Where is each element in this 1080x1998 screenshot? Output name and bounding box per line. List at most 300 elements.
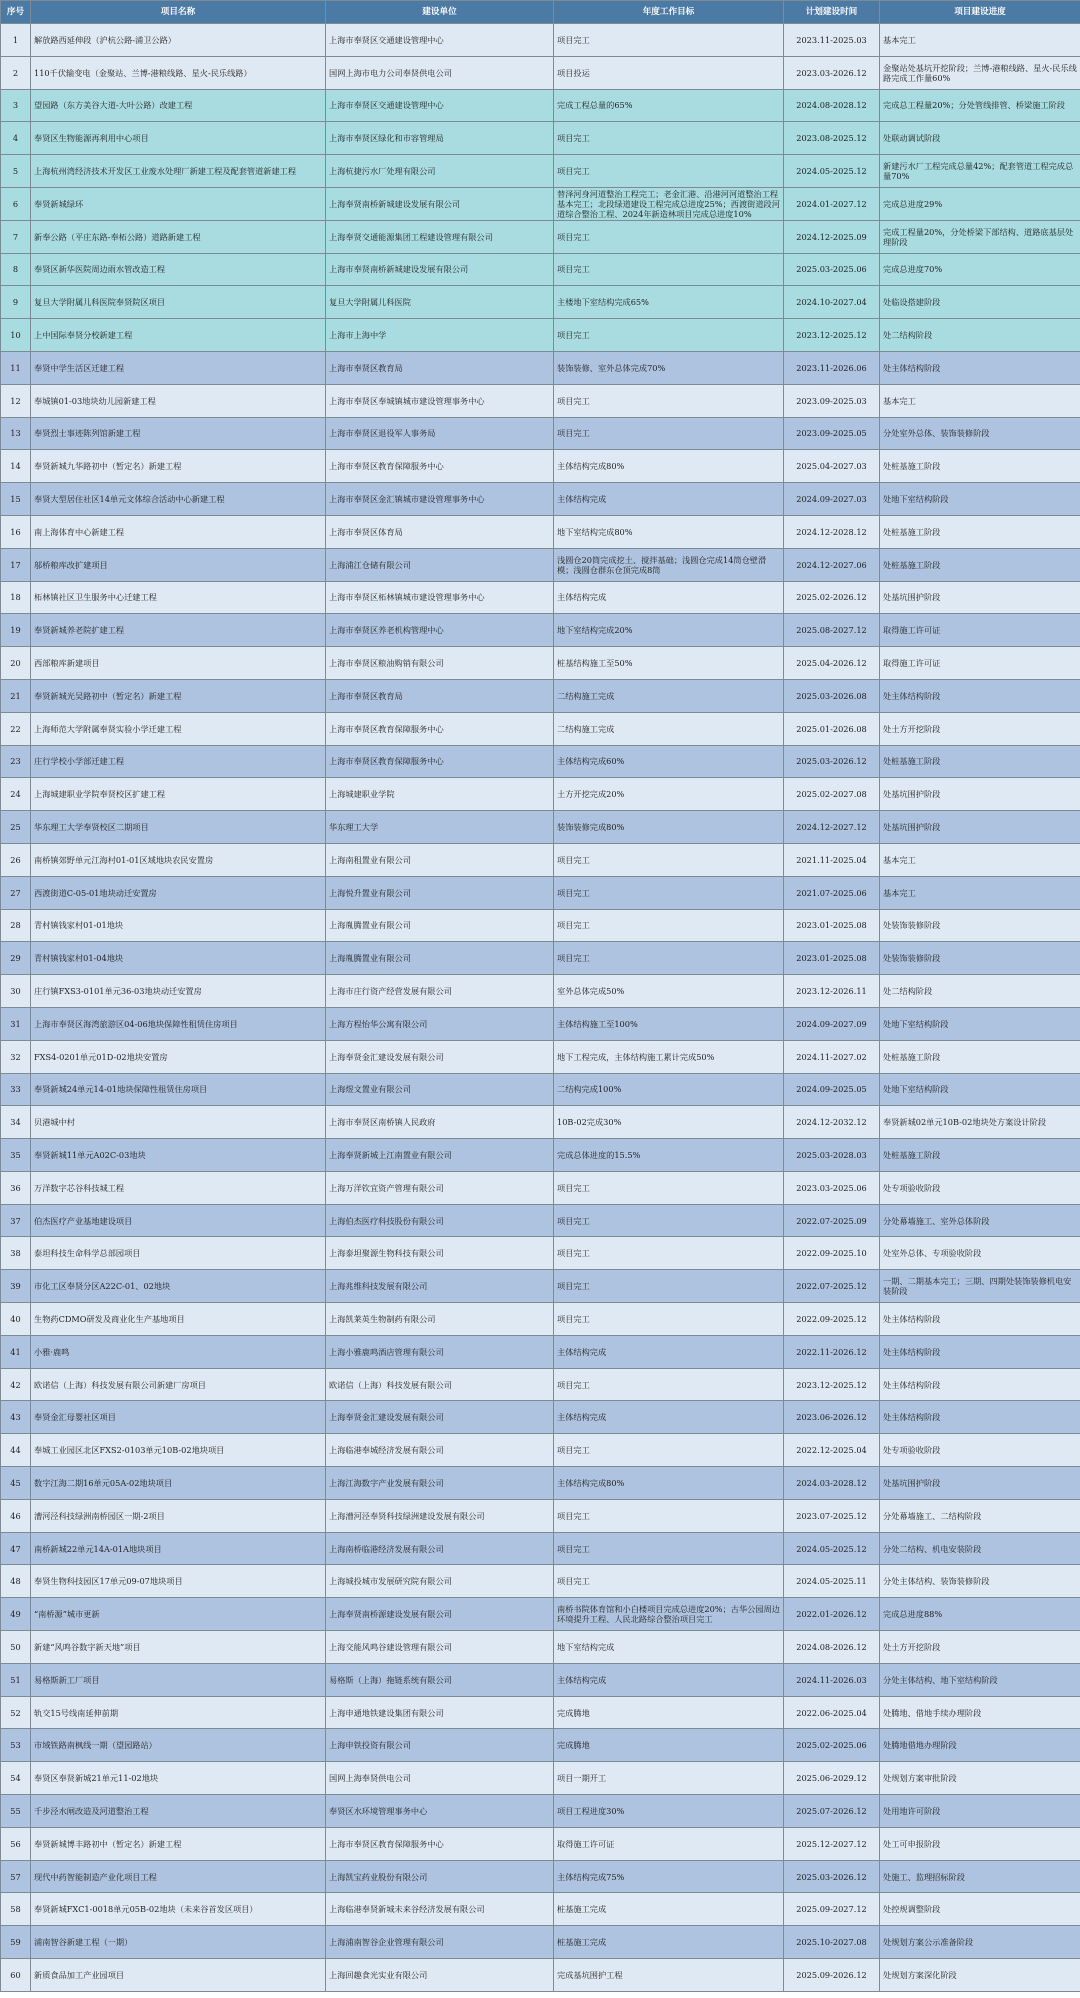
row-annual-goal: 完成腾地 [554, 1729, 784, 1762]
row-progress: 取得施工许可证 [880, 647, 1080, 680]
row-project-name: 千步泾水闸改造及河道整治工程 [31, 1795, 326, 1828]
row-construction-unit: 奉贤区水环境管理事务中心 [326, 1795, 554, 1828]
row-construction-unit: 上海泰坦聚源生物科技有限公司 [326, 1237, 554, 1270]
row-project-name: 市化工区奉贤分区A22C-01、02地块 [31, 1270, 326, 1303]
row-construction-unit: 国网上海市电力公司奉贤供电公司 [326, 56, 554, 89]
row-annual-goal: 完成基坑围护工程 [554, 1959, 784, 1992]
row-progress: 处地下室结构阶段 [880, 483, 1080, 516]
row-progress: 处用地许可阶段 [880, 1795, 1080, 1828]
table-row [1, 1696, 1080, 1729]
row-construction-unit: 上海胤腾置业有限公司 [326, 909, 554, 942]
row-annual-goal: 桩基施工完成 [554, 1893, 784, 1926]
row-index: 5 [1, 155, 31, 188]
row-index: 11 [1, 351, 31, 384]
row-index: 17 [1, 548, 31, 581]
row-planned-time: 2024.05-2025.12 [784, 155, 880, 188]
row-index: 22 [1, 712, 31, 745]
header-planned-time: 计划建设时间 [784, 1, 880, 24]
row-project-name: 奉贤新城绿环 [31, 187, 326, 220]
row-index: 16 [1, 515, 31, 548]
row-index: 52 [1, 1696, 31, 1729]
row-index: 27 [1, 876, 31, 909]
row-project-name: 易格斯新工厂项目 [31, 1663, 326, 1696]
row-annual-goal: 二结构完成100% [554, 1073, 784, 1106]
row-annual-goal: 项目完工 [554, 24, 784, 57]
row-progress: 处基坑围护阶段 [880, 778, 1080, 811]
row-project-name: 110千伏输变电（金聚站、兰博-港粮线路、星火-民乐线路） [31, 56, 326, 89]
row-annual-goal: 主体结构完成 [554, 1335, 784, 1368]
row-planned-time: 2025.12-2027.12 [784, 1827, 880, 1860]
row-index: 42 [1, 1368, 31, 1401]
row-construction-unit: 上海城投城市发展研究院有限公司 [326, 1565, 554, 1598]
row-annual-goal: 地下室结构完成 [554, 1631, 784, 1664]
row-index: 37 [1, 1204, 31, 1237]
row-project-name: 漕河泾科技绿洲南桥园区一期-2项目 [31, 1499, 326, 1532]
row-project-name: 奉贤新城养老院扩建工程 [31, 614, 326, 647]
row-construction-unit: 易格斯（上海）拖链系统有限公司 [326, 1663, 554, 1696]
row-construction-unit: 上海南租置业有限公司 [326, 843, 554, 876]
row-construction-unit: 上海市奉贤区金汇镇城市建设管理事务中心 [326, 483, 554, 516]
row-planned-time: 2022.09-2025.10 [784, 1237, 880, 1270]
row-project-name: 南桥镇郊野单元江海村01-01区域地块农民安置房 [31, 843, 326, 876]
row-annual-goal: 地下工程完成，主体结构施工累计完成50% [554, 1040, 784, 1073]
header-construction-unit: 建设单位 [326, 1, 554, 24]
table-row [1, 679, 1080, 712]
row-progress: 处主体结构阶段 [880, 1303, 1080, 1336]
row-planned-time: 2025.03-2026.08 [784, 679, 880, 712]
row-progress: 处主体结构阶段 [880, 1335, 1080, 1368]
row-construction-unit: 上海伯杰医疗科技股份有限公司 [326, 1204, 554, 1237]
row-progress: 分处主体结构、装饰装修阶段 [880, 1565, 1080, 1598]
row-progress: 处室外总体、专项验收阶段 [880, 1237, 1080, 1270]
row-project-name: 华东理工大学奉贤校区二期项目 [31, 811, 326, 844]
row-annual-goal: 地下室结构完成80% [554, 515, 784, 548]
row-annual-goal: 取得施工许可证 [554, 1827, 784, 1860]
table-row [1, 1467, 1080, 1500]
row-annual-goal: 项目完工 [554, 942, 784, 975]
row-planned-time: 2025.02-2027.08 [784, 778, 880, 811]
row-progress: 处腾地借地办理阶段 [880, 1729, 1080, 1762]
row-progress: 奉贤新城02单元10B-02地块处方案设计阶段 [880, 1106, 1080, 1139]
row-index: 53 [1, 1729, 31, 1762]
row-annual-goal: 项目完工 [554, 220, 784, 253]
row-index: 33 [1, 1073, 31, 1106]
row-annual-goal: 项目完工 [554, 155, 784, 188]
row-index: 43 [1, 1401, 31, 1434]
row-planned-time: 2025.04-2026.12 [784, 647, 880, 680]
row-planned-time: 2024.03-2028.12 [784, 1467, 880, 1500]
row-project-name: 浦南智谷新建工程（一期） [31, 1926, 326, 1959]
row-progress: 分处幕墙施工、二结构阶段 [880, 1499, 1080, 1532]
row-project-name: 上海师范大学附属奉贤实验小学迁建工程 [31, 712, 326, 745]
row-construction-unit: 上海凯宝药业股份有限公司 [326, 1860, 554, 1893]
table-row [1, 1893, 1080, 1926]
table-row [1, 417, 1080, 450]
row-index: 9 [1, 286, 31, 319]
row-index: 30 [1, 975, 31, 1008]
row-project-name: 奉贤区新华医院周边雨水管改造工程 [31, 253, 326, 286]
table-row [1, 548, 1080, 581]
row-project-name: 解放路西延伸段（沪杭公路-浦卫公路） [31, 24, 326, 57]
row-annual-goal: 主体结构完成75% [554, 1860, 784, 1893]
table-row [1, 1762, 1080, 1795]
row-progress: 基本完工 [880, 843, 1080, 876]
row-index: 40 [1, 1303, 31, 1336]
row-progress: 处土方开挖阶段 [880, 1631, 1080, 1664]
row-construction-unit: 上海煜文置业有限公司 [326, 1073, 554, 1106]
row-planned-time: 2025.01-2026.08 [784, 712, 880, 745]
row-progress: 处桩基施工阶段 [880, 450, 1080, 483]
row-planned-time: 2024.12-2032.12 [784, 1106, 880, 1139]
row-annual-goal: 主体结构完成 [554, 1401, 784, 1434]
row-construction-unit: 上海市奉贤区交通建设管理中心 [326, 89, 554, 122]
row-planned-time: 2024.12-2028.12 [784, 515, 880, 548]
row-annual-goal: 项目完工 [554, 1499, 784, 1532]
row-progress: 处基坑围护阶段 [880, 811, 1080, 844]
table-row [1, 1368, 1080, 1401]
table-row [1, 450, 1080, 483]
table-row [1, 581, 1080, 614]
row-planned-time: 2021.07-2025.06 [784, 876, 880, 909]
table-row [1, 975, 1080, 1008]
row-progress: 分处主体结构、地下室结构阶段 [880, 1663, 1080, 1696]
row-annual-goal: 二结构施工完成 [554, 679, 784, 712]
row-index: 45 [1, 1467, 31, 1500]
row-project-name: FXS4-0201单元01D-02地块安置房 [31, 1040, 326, 1073]
table-row [1, 1860, 1080, 1893]
row-planned-time: 2025.07-2026.12 [784, 1795, 880, 1828]
row-project-name: 西渡街道C-05-01地块动迁安置房 [31, 876, 326, 909]
row-planned-time: 2023.11-2026.06 [784, 351, 880, 384]
table-row [1, 1663, 1080, 1696]
row-progress: 取得施工许可证 [880, 614, 1080, 647]
row-construction-unit: 上海市奉贤区粮油购销有限公司 [326, 647, 554, 680]
row-planned-time: 2023.12-2025.12 [784, 319, 880, 352]
row-project-name: 奉贤新城11单元A02C-03地块 [31, 1139, 326, 1172]
row-progress: 处联动调试阶段 [880, 122, 1080, 155]
row-planned-time: 2023.09-2025.03 [784, 384, 880, 417]
row-planned-time: 2024.09-2027.09 [784, 1007, 880, 1040]
table-row [1, 778, 1080, 811]
row-annual-goal: 南桥书院体育馆和小白楼项目完成总进度20%；古华公园周边环境提升工程、人民北路综合整治项目完工 [554, 1598, 784, 1631]
row-annual-goal: 装饰装修完成80% [554, 811, 784, 844]
row-construction-unit: 上海临港奉贤新城未来谷经济发展有限公司 [326, 1893, 554, 1926]
row-index: 31 [1, 1007, 31, 1040]
row-planned-time: 2025.03-2026.12 [784, 745, 880, 778]
row-annual-goal: 室外总体完成50% [554, 975, 784, 1008]
table-row [1, 1040, 1080, 1073]
row-annual-goal: 项目投运 [554, 56, 784, 89]
row-annual-goal: 浅圆仓20筒完成挖土、搅拌基础；浅圆仓完成14筒仓壁滑模；浅圆仓群东仓顶完成8筒 [554, 548, 784, 581]
row-construction-unit: 上海小雅鹿鸣酒店管理有限公司 [326, 1335, 554, 1368]
table-row [1, 319, 1080, 352]
table-row [1, 1007, 1080, 1040]
row-project-name: 庄行镇FXS3-0101单元36-03地块动迁安置房 [31, 975, 326, 1008]
table-row [1, 1434, 1080, 1467]
row-index: 51 [1, 1663, 31, 1696]
row-project-name: 奉贤新城24单元14-01地块保障性租赁住房项目 [31, 1073, 326, 1106]
row-planned-time: 2023.08-2025.12 [784, 122, 880, 155]
row-construction-unit: 上海市奉贤区体育局 [326, 515, 554, 548]
table-row [1, 1073, 1080, 1106]
table-row [1, 1532, 1080, 1565]
row-planned-time: 2025.08-2027.12 [784, 614, 880, 647]
row-project-name: 奉贤生物科技园区17单元09-07地块项目 [31, 1565, 326, 1598]
table-row [1, 843, 1080, 876]
row-project-name: 庄行学校小学部迁建工程 [31, 745, 326, 778]
row-index: 48 [1, 1565, 31, 1598]
row-project-name: 伯杰医疗产业基地建设项目 [31, 1204, 326, 1237]
table-row [1, 745, 1080, 778]
row-index: 55 [1, 1795, 31, 1828]
row-progress: 处主体结构阶段 [880, 1401, 1080, 1434]
row-project-name: 新质食品加工产业园项目 [31, 1959, 326, 1992]
row-construction-unit: 上海市上海中学 [326, 319, 554, 352]
row-index: 38 [1, 1237, 31, 1270]
row-annual-goal: 项目工程进度30% [554, 1795, 784, 1828]
row-progress: 基本完工 [880, 876, 1080, 909]
row-progress: 完成总工程量20%；分处管线排管、桥梁施工阶段 [880, 89, 1080, 122]
table-row [1, 155, 1080, 188]
row-planned-time: 2024.05-2025.11 [784, 1565, 880, 1598]
row-annual-goal: 项目完工 [554, 1303, 784, 1336]
row-progress: 分处二结构、机电安装阶段 [880, 1532, 1080, 1565]
row-construction-unit: 上海城建职业学院 [326, 778, 554, 811]
row-index: 50 [1, 1631, 31, 1664]
row-construction-unit: 上海凯莱英生物制药有限公司 [326, 1303, 554, 1336]
row-project-name: 奉贤中学生活区迁建工程 [31, 351, 326, 384]
row-construction-unit: 上海兆维科技发展有限公司 [326, 1270, 554, 1303]
row-construction-unit: 上海申通地铁建设集团有限公司 [326, 1696, 554, 1729]
row-annual-goal: 桩基结构施工至50% [554, 647, 784, 680]
row-construction-unit: 上海万洋钦宜资产管理有限公司 [326, 1171, 554, 1204]
table-row [1, 1303, 1080, 1336]
row-annual-goal: 完成腾地 [554, 1696, 784, 1729]
table-row [1, 1795, 1080, 1828]
row-annual-goal: 项目完工 [554, 253, 784, 286]
row-planned-time: 2025.03-2025.06 [784, 253, 880, 286]
row-index: 57 [1, 1860, 31, 1893]
header-annual-goal: 年度工作目标 [554, 1, 784, 24]
row-planned-time: 2023.12-2025.12 [784, 1368, 880, 1401]
row-index: 39 [1, 1270, 31, 1303]
table-row [1, 811, 1080, 844]
row-planned-time: 2025.03-2026.12 [784, 1860, 880, 1893]
row-annual-goal: 项目完工 [554, 1434, 784, 1467]
row-annual-goal: 项目完工 [554, 384, 784, 417]
row-annual-goal: 桩基施工完成 [554, 1926, 784, 1959]
row-annual-goal: 10B-02完成30% [554, 1106, 784, 1139]
row-index: 35 [1, 1139, 31, 1172]
table-row [1, 712, 1080, 745]
row-project-name: 上海市奉贤区海湾旅游区04-06地块保障性租赁住房项目 [31, 1007, 326, 1040]
table-row [1, 1598, 1080, 1631]
row-planned-time: 2023.09-2025.05 [784, 417, 880, 450]
table-row [1, 515, 1080, 548]
row-construction-unit: 上海漕河泾奉贤科技绿洲建设发展有限公司 [326, 1499, 554, 1532]
row-planned-time: 2024.09-2027.03 [784, 483, 880, 516]
row-project-name: 奉贤区生物能源再利用中心项目 [31, 122, 326, 155]
row-construction-unit: 国网上海奉贤供电公司 [326, 1762, 554, 1795]
row-annual-goal: 主体结构完成60% [554, 745, 784, 778]
row-annual-goal: 项目完工 [554, 122, 784, 155]
row-progress: 处规划方案深化阶段 [880, 1959, 1080, 1992]
table-row [1, 647, 1080, 680]
row-construction-unit: 上海市奉贤区教育保障服务中心 [326, 712, 554, 745]
row-planned-time: 2023.01-2025.08 [784, 909, 880, 942]
row-planned-time: 2024.09-2025.05 [784, 1073, 880, 1106]
row-progress: 处基坑围护阶段 [880, 581, 1080, 614]
row-planned-time: 2022.09-2025.12 [784, 1303, 880, 1336]
row-project-name: 奉贤新城博丰路初中（暂定名）新建工程 [31, 1827, 326, 1860]
row-progress: 处桩基施工阶段 [880, 515, 1080, 548]
row-progress: 处规划方案审批阶段 [880, 1762, 1080, 1795]
row-annual-goal: 土方开挖完成20% [554, 778, 784, 811]
row-project-name: 欧诺信（上海）科技发展有限公司新建厂房项目 [31, 1368, 326, 1401]
row-index: 29 [1, 942, 31, 975]
row-progress: 处装饰装修阶段 [880, 909, 1080, 942]
row-construction-unit: 上海申铁投资有限公司 [326, 1729, 554, 1762]
row-construction-unit: 上海临港奉城经济发展有限公司 [326, 1434, 554, 1467]
row-annual-goal: 主体结构完成80% [554, 1467, 784, 1500]
row-project-name: 新建“风鸣谷数字新天地”项目 [31, 1631, 326, 1664]
row-project-name: 上海城建职业学院奉贤校区扩建工程 [31, 778, 326, 811]
row-planned-time: 2025.02-2025.06 [784, 1729, 880, 1762]
row-project-name: 泰坦科技生命科学总部园项目 [31, 1237, 326, 1270]
table-row [1, 56, 1080, 89]
row-annual-goal: 完成总体进度的15.5% [554, 1139, 784, 1172]
row-planned-time: 2023.07-2025.12 [784, 1499, 880, 1532]
table-row [1, 220, 1080, 253]
table-row [1, 1204, 1080, 1237]
table-row [1, 1335, 1080, 1368]
table-row [1, 1729, 1080, 1762]
row-project-name: 生物药CDMO研发及商业化生产基地项目 [31, 1303, 326, 1336]
row-planned-time: 2023.03-2026.12 [784, 56, 880, 89]
row-annual-goal: 地下室结构完成20% [554, 614, 784, 647]
table-row [1, 187, 1080, 220]
row-index: 4 [1, 122, 31, 155]
row-project-name: 贝港城中村 [31, 1106, 326, 1139]
row-index: 46 [1, 1499, 31, 1532]
row-construction-unit: 上海市奉贤区交通建设管理中心 [326, 24, 554, 57]
row-progress: 处施工、监理招标阶段 [880, 1860, 1080, 1893]
row-annual-goal: 项目完工 [554, 1171, 784, 1204]
row-planned-time: 2025.10-2027.08 [784, 1926, 880, 1959]
row-annual-goal: 项目完工 [554, 1270, 784, 1303]
row-annual-goal: 替泽河身河道整治工程完工；老金汇港、沿港河河道整治工程基本完工；北段绿道建设工程完成总进度25%；西渡街道段河道综合整治工程、2024年新造林项目完成总进度10% [554, 187, 784, 220]
row-annual-goal: 项目完工 [554, 417, 784, 450]
row-planned-time: 2023.03-2025.06 [784, 1171, 880, 1204]
header-index: 序号 [1, 1, 31, 24]
row-project-name: 西部粮库新建项目 [31, 647, 326, 680]
table-row [1, 286, 1080, 319]
row-progress: 处二结构阶段 [880, 319, 1080, 352]
row-planned-time: 2024.12-2025.09 [784, 220, 880, 253]
row-planned-time: 2022.07-2025.09 [784, 1204, 880, 1237]
row-project-name: 青村镇钱家村01-04地块 [31, 942, 326, 975]
row-index: 59 [1, 1926, 31, 1959]
row-index: 28 [1, 909, 31, 942]
row-annual-goal: 项目完工 [554, 1237, 784, 1270]
row-index: 56 [1, 1827, 31, 1860]
row-construction-unit: 上海奉贤新城上江南置业有限公司 [326, 1139, 554, 1172]
row-project-name: 奉城工业园区北区FXS2-0103单元10B-02地块项目 [31, 1434, 326, 1467]
table-row [1, 1139, 1080, 1172]
row-construction-unit: 上海市奉贤区教育保障服务中心 [326, 745, 554, 778]
row-index: 34 [1, 1106, 31, 1139]
table-header [1, 1, 1080, 24]
row-progress: 处桩基施工阶段 [880, 1040, 1080, 1073]
row-construction-unit: 上海方程怡华公寓有限公司 [326, 1007, 554, 1040]
row-construction-unit: 上海杭捷污水厂处理有限公司 [326, 155, 554, 188]
row-construction-unit: 上海市奉贤区养老机构管理中心 [326, 614, 554, 647]
row-project-name: 小雅·鹿鸣 [31, 1335, 326, 1368]
row-project-name: 奉贤新城FXC1-0018单元05B-02地块（未来谷首发区项目） [31, 1893, 326, 1926]
row-progress: 处桩基施工阶段 [880, 1139, 1080, 1172]
row-progress: 完成总进度70% [880, 253, 1080, 286]
row-annual-goal: 主楼地下室结构完成65% [554, 286, 784, 319]
row-construction-unit: 上海市奉贤区奉城镇城市建设管理事务中心 [326, 384, 554, 417]
row-index: 8 [1, 253, 31, 286]
row-index: 12 [1, 384, 31, 417]
row-progress: 处二结构阶段 [880, 975, 1080, 1008]
row-construction-unit: 上海交能风鸣谷建设管理有限公司 [326, 1631, 554, 1664]
row-project-name: 数字江海二期16单元05A-02地块项目 [31, 1467, 326, 1500]
table-row [1, 1631, 1080, 1664]
row-progress: 处土方开挖阶段 [880, 712, 1080, 745]
row-progress: 处主体结构阶段 [880, 679, 1080, 712]
row-construction-unit: 上海奉贤交通能源集团工程建设管理有限公司 [326, 220, 554, 253]
row-index: 24 [1, 778, 31, 811]
table-row [1, 1827, 1080, 1860]
row-progress: 完成工程量20%，分处桥梁下部结构、道路底基层处理阶段 [880, 220, 1080, 253]
table-row [1, 351, 1080, 384]
row-annual-goal: 项目完工 [554, 876, 784, 909]
row-index: 18 [1, 581, 31, 614]
row-annual-goal: 完成工程总量的65% [554, 89, 784, 122]
row-construction-unit: 上海市奉贤区柘林镇城市建设管理事务中心 [326, 581, 554, 614]
row-planned-time: 2023.01-2025.08 [784, 942, 880, 975]
row-project-name: 南上海体育中心新建工程 [31, 515, 326, 548]
row-index: 58 [1, 1893, 31, 1926]
row-construction-unit: 复旦大学附属儿科医院 [326, 286, 554, 319]
row-progress: 金聚站处基坑开挖阶段；兰博-港粮线路、星火-民乐线路完成工作量60% [880, 56, 1080, 89]
row-construction-unit: 上海市奉贤区教育局 [326, 679, 554, 712]
row-project-name: 奉贤区奉贤新城21单元11-02地块 [31, 1762, 326, 1795]
row-project-name: 奉贤新城光吴路初中（暂定名）新建工程 [31, 679, 326, 712]
row-index: 32 [1, 1040, 31, 1073]
row-index: 26 [1, 843, 31, 876]
row-construction-unit: 上海胤腾置业有限公司 [326, 942, 554, 975]
table-row [1, 1171, 1080, 1204]
row-planned-time: 2025.09-2027.12 [784, 1893, 880, 1926]
row-progress: 处地下室结构阶段 [880, 1007, 1080, 1040]
row-annual-goal: 项目完工 [554, 1532, 784, 1565]
row-project-name: 奉贤新城九华路初中（暂定名）新建工程 [31, 450, 326, 483]
row-progress: 处控规调整阶段 [880, 1893, 1080, 1926]
row-project-name: 邬桥粮库改扩建项目 [31, 548, 326, 581]
row-index: 7 [1, 220, 31, 253]
row-index: 20 [1, 647, 31, 680]
row-index: 44 [1, 1434, 31, 1467]
row-progress: 处腾地、借地手续办理阶段 [880, 1696, 1080, 1729]
row-construction-unit: 上海悦升置业有限公司 [326, 876, 554, 909]
row-progress: 分处幕墙施工、室外总体阶段 [880, 1204, 1080, 1237]
row-planned-time: 2025.06-2029.12 [784, 1762, 880, 1795]
row-planned-time: 2025.03-2028.03 [784, 1139, 880, 1172]
row-annual-goal: 主体结构完成 [554, 581, 784, 614]
